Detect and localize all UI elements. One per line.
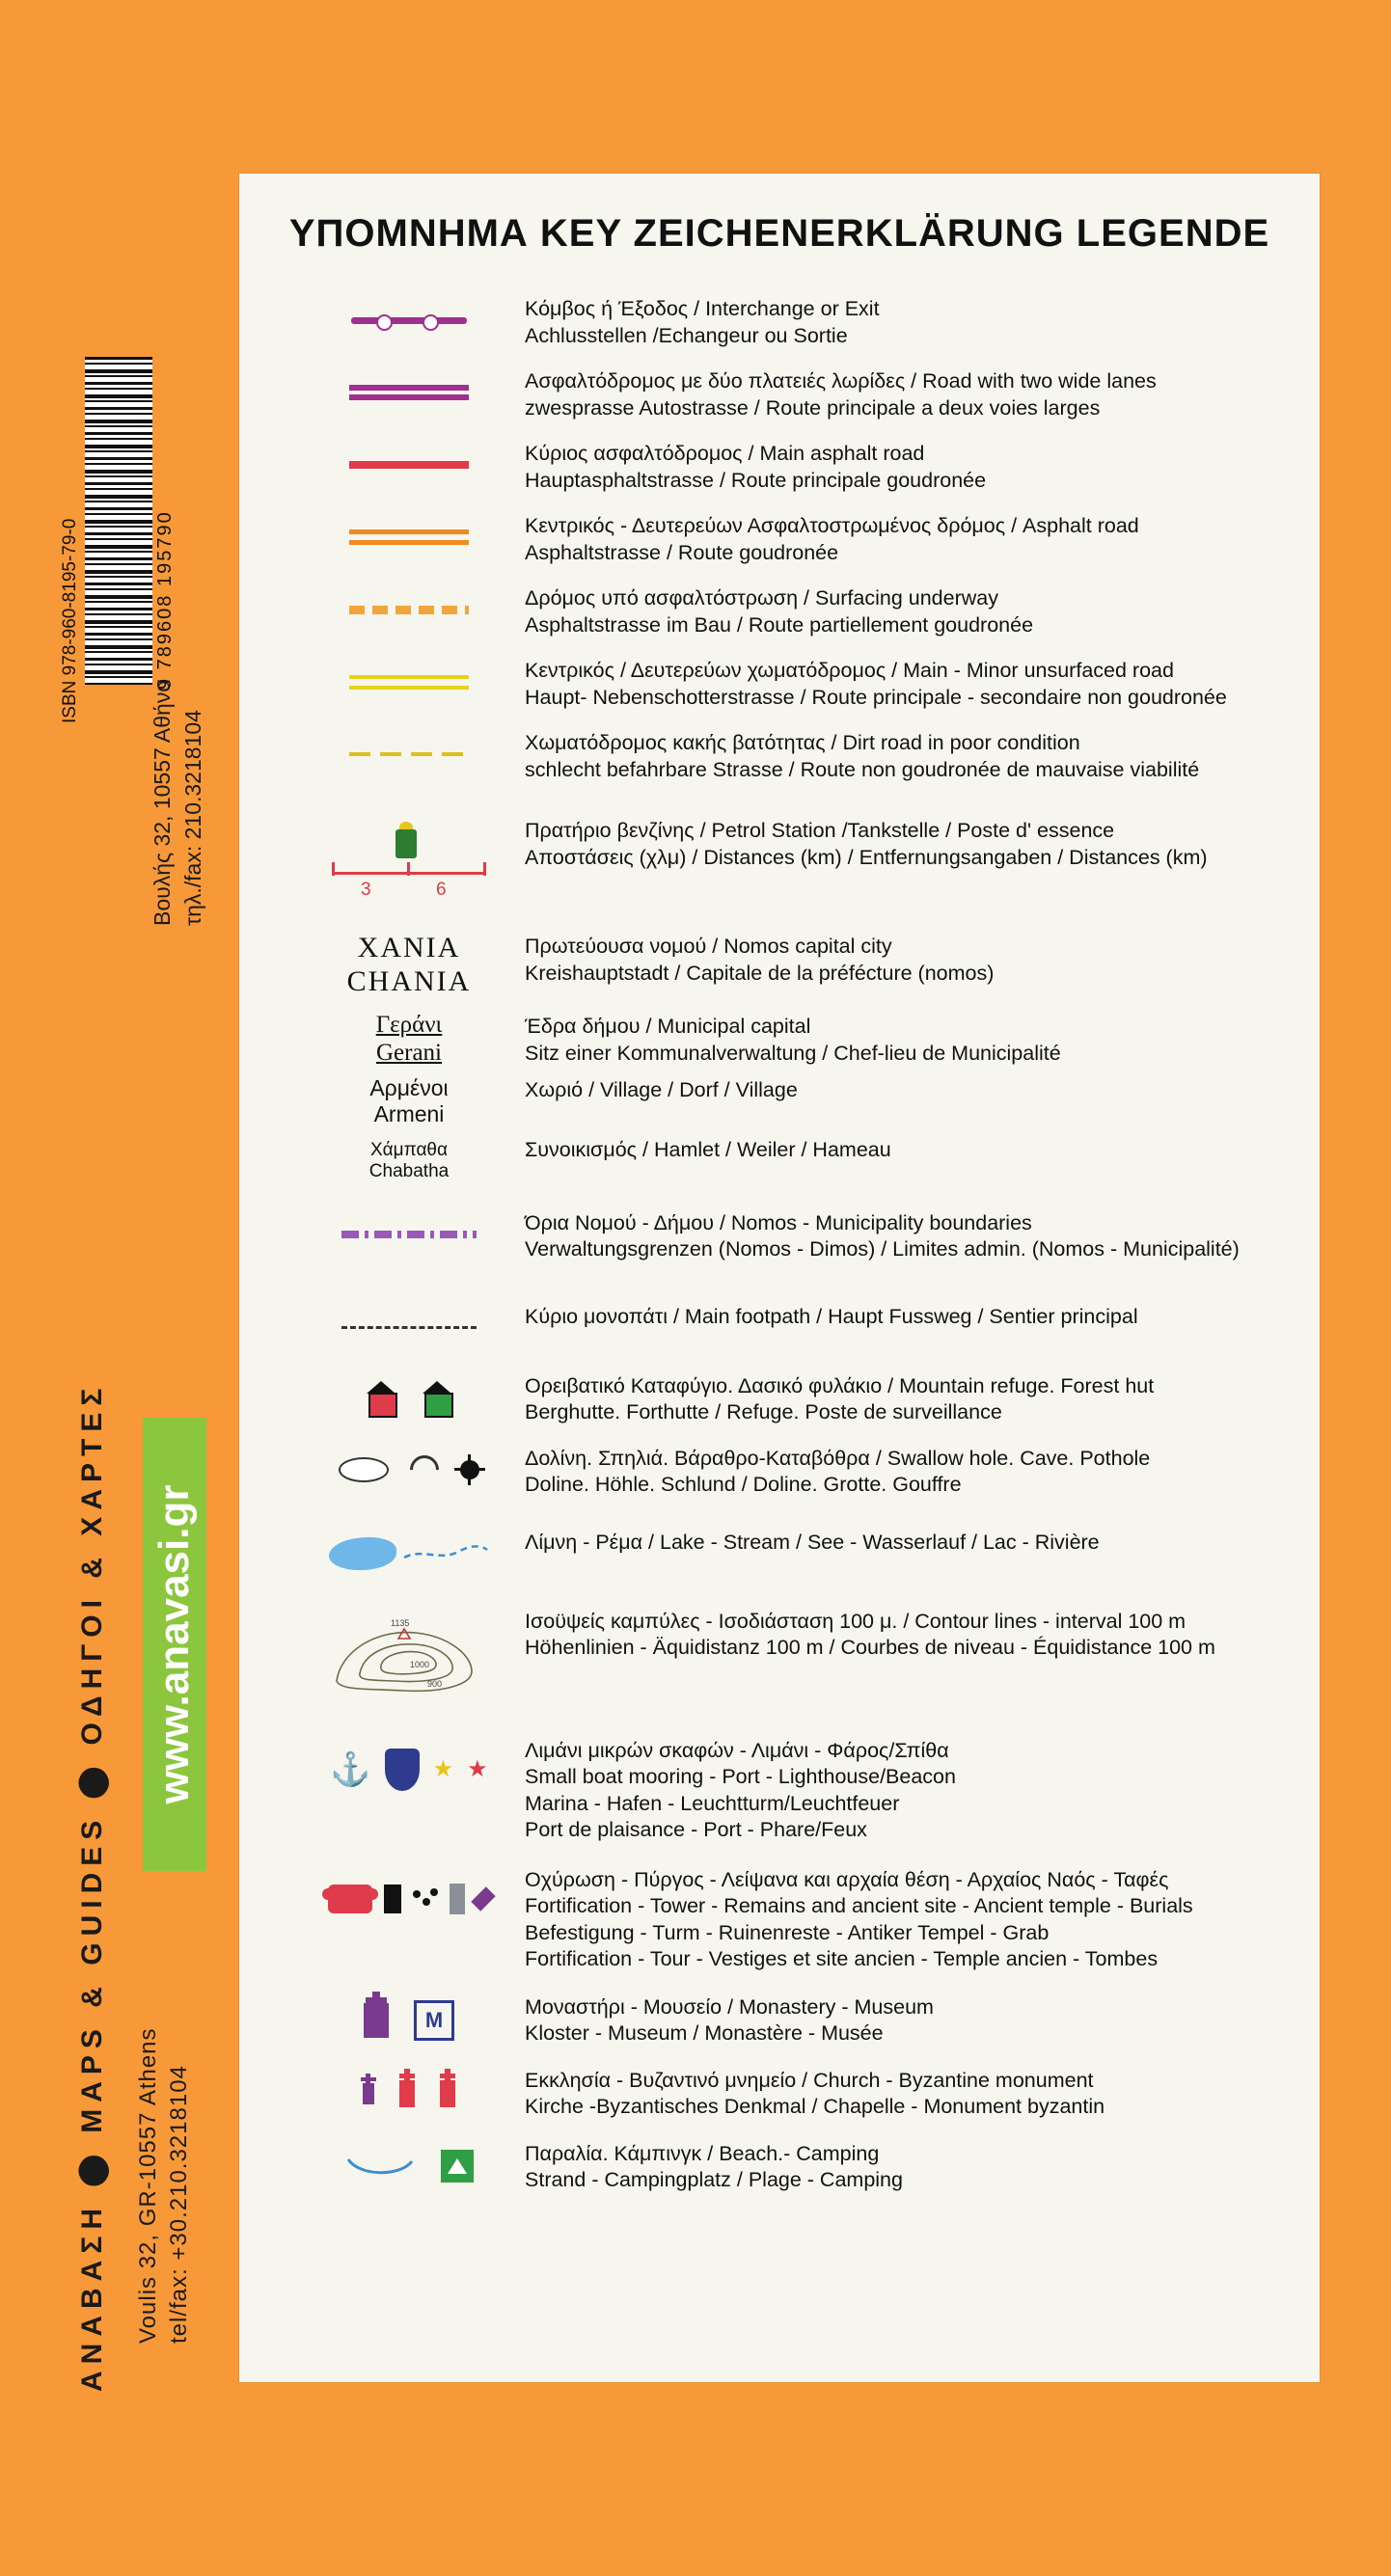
- municipal-capital-sample: [293, 1012, 525, 1068]
- legend-text: [525, 1993, 1296, 2047]
- boat-mooring-port-lighthouse-icon: [293, 1736, 525, 1803]
- legend-line: Δολίνη. Σπηλιά. Βάραθρο-Καταβόθρα / Swallow hole. Cave. Pothole: [525, 1446, 1151, 1470]
- legend-row: [239, 728, 1320, 783]
- legend-line: Εκκλησία - Βυζαντινό μνημείο / Church - Byzantine monument: [525, 2068, 1094, 2092]
- legend-row: [239, 932, 1320, 998]
- svg-text:1000: 1000: [410, 1659, 430, 1669]
- ancient-temple-icon: [450, 1884, 465, 1914]
- fortification-tower-ancient-site-icon: [293, 1865, 525, 1933]
- legend-line: Κύριος ασφαλτόδρομος / Main asphalt road: [525, 442, 925, 466]
- legend-line: schlecht befahrbare Strasse / Route non goudronée de mauvaise viabilité: [525, 757, 1200, 781]
- legend-text: [525, 2066, 1296, 2121]
- legend-line: Συνοικισμός / Hamlet / Weiler / Hameau: [525, 1137, 891, 1161]
- legend-row: [239, 1012, 1320, 1068]
- legend-text: [525, 1012, 1296, 1067]
- legend-row: [239, 1528, 1320, 1580]
- legend-line: Fortification - Tower - Remains and ancient site - Ancient temple - Burials: [525, 1894, 1193, 1918]
- legend-line: Χωριό / Village / Dorf / Village: [525, 1077, 798, 1101]
- legend-text: [525, 1208, 1296, 1263]
- camping-icon: [441, 2150, 474, 2183]
- pothole-icon: [460, 1460, 479, 1479]
- publisher-name: ΑΝΑΒΑΣΗ ⬤ MAPS & GUIDES ⬤ ΟΔΗΓΟΙ & ΧΑΡΤΕΣ: [76, 1381, 108, 2392]
- svg-text:1135: 1135: [391, 1617, 410, 1628]
- sample-name-latin: Chabatha: [368, 1160, 450, 1181]
- sample-name-greek: Γεράνι: [375, 1012, 443, 1039]
- legend-line: Μοναστήρι - Μουσείο / Monastery - Museum: [525, 1994, 934, 2019]
- legend-row: [239, 2066, 1320, 2122]
- address-greek-line2: τηλ./fax: 210.3218104: [180, 710, 205, 926]
- tower-icon: [384, 1885, 401, 1913]
- burials-icon: [471, 1886, 495, 1911]
- nomos-capital-sample: [293, 932, 525, 998]
- sample-name-latin: Armeni: [373, 1100, 445, 1126]
- legend-line: Κύριο μονοπάτι / Main footpath / Haupt Fussweg / Sentier principal: [525, 1304, 1138, 1328]
- legend-text: [525, 1135, 1296, 1164]
- legend-line: Κόμβος ή Έξοδος / Interchange or Exit: [525, 297, 880, 320]
- beach-camping-icon: [293, 2139, 525, 2193]
- legend-row: [239, 439, 1320, 494]
- legend-text: [525, 294, 1296, 349]
- chapel-icon: [363, 2083, 374, 2104]
- legend-line: Ισοϋψείς καμπύλες - Ισοδιάσταση 100 μ. / Contour lines - interval 100 m: [525, 1609, 1186, 1633]
- anchor-icon: ⚓: [330, 1750, 371, 1788]
- refuge-hut-icon: [367, 1381, 395, 1414]
- legend-line: Οχύρωση - Πύργος - Λείψανα και αρχαία θέση - Αρχαίος Ναός - Ταφές: [525, 1867, 1169, 1891]
- legend-line: Berghutte. Forthutte / Refuge. Poste de surveillance: [525, 1400, 1002, 1424]
- byzantine-monument-icon: [440, 2080, 455, 2107]
- mountain-refuge-forest-hut-icon: [293, 1371, 525, 1424]
- interchange-icon: [293, 294, 525, 346]
- lighthouse-star-icon: ★: [432, 1756, 454, 1783]
- legend-line: Befestigung - Turm - Ruinenreste - Antiker Tempel - Grab: [525, 1920, 1050, 1944]
- ancient-remains-icon: [413, 1888, 438, 1910]
- legend-line: Όρια Νομού - Δήμου / Nomos - Municipality boundaries: [525, 1210, 1032, 1234]
- legend-line: Asphaltstrasse / Route goudronée: [525, 540, 839, 564]
- legend-row: [239, 1302, 1320, 1354]
- legend-text: [525, 511, 1296, 566]
- lake-stream-icon: [293, 1528, 525, 1580]
- cave-icon: [404, 1450, 445, 1490]
- barcode-number: 9 789608 195790: [154, 510, 176, 690]
- legend-row: [239, 1371, 1320, 1426]
- stream-icon: [402, 1544, 489, 1563]
- sample-name-greek: Χάμπαθα: [370, 1139, 448, 1160]
- legend-row: [239, 1736, 1320, 1844]
- contour-lines-icon: [293, 1607, 525, 1703]
- legend-row: [239, 511, 1320, 566]
- legend-text: [525, 1444, 1296, 1499]
- admin-boundaries-icon: [293, 1208, 525, 1261]
- legend-line: Doline. Höhle. Schlund / Doline. Grotte. Gouffre: [525, 1473, 962, 1497]
- legend-line: Achlusstellen /Echangeur ou Sortie: [525, 323, 848, 347]
- legend-line: Λιμάνι μικρών σκαφών - Λιμάνι - Φάρος/Σπίθα: [525, 1738, 949, 1762]
- address-english-line2: tel/fax: +30.210.3218104: [166, 2065, 192, 2344]
- legend-text: [525, 728, 1296, 783]
- legend-line: Χωματόδρομος κακής βατότητας / Dirt road in poor condition: [525, 731, 1080, 755]
- legend-row: [239, 816, 1320, 903]
- legend-text: [525, 439, 1296, 494]
- legend-line: Haupt- Nebenschotterstrasse / Route principale - secondaire non goudronée: [525, 685, 1227, 709]
- petrol-station-distances-icon: [293, 816, 525, 903]
- barcode-bars: [85, 357, 152, 685]
- legend-line: Δρόμος υπό ασφαλτόστρωση / Surfacing underway: [525, 586, 998, 610]
- legend-line: Λίμνη - Ρέμα / Lake - Stream / See - Wasserlauf / Lac - Rivière: [525, 1530, 1100, 1554]
- distance-label: 6: [436, 880, 447, 901]
- monastery-museum-icon: [293, 1993, 525, 2048]
- church-icon: [399, 2080, 415, 2107]
- main-footpath-icon: [293, 1302, 525, 1354]
- legend-text: [525, 1075, 1296, 1104]
- legend-line: Έδρα δήμου / Municipal capital: [525, 1015, 811, 1039]
- legend-line: Verwaltungsgrenzen (Nomos - Dimos) / Limites admin. (Nomos - Municipalité): [525, 1237, 1240, 1261]
- surfacing-underway-icon: [293, 583, 525, 636]
- legend-text: [525, 1736, 1296, 1844]
- road-two-wide-lanes-icon: [293, 366, 525, 419]
- legend-row: [239, 1993, 1320, 2048]
- legend-row: [239, 1208, 1320, 1263]
- legend-text: [525, 932, 1296, 987]
- main-asphalt-road-icon: [293, 439, 525, 491]
- hamlet-sample: [293, 1135, 525, 1187]
- legend-line: Αποστάσεις (χλμ) / Distances (km) / Entfernungsangaben / Distances (km): [525, 845, 1208, 869]
- legend-title: ΥΠΟΜΝΗΜΑ KEY ZEICHENERKLÄRUNG LEGENDE: [288, 212, 1270, 255]
- legend-row: [239, 2139, 1320, 2194]
- address-english-line1: Voulis 32, GR-10557 Athens: [135, 2027, 161, 2344]
- legend-line: zwesprasse Autostrasse / Route principale a deux voies larges: [525, 395, 1101, 420]
- dirt-road-poor-icon: [293, 728, 525, 780]
- swallow-hole-cave-pothole-icon: [293, 1444, 525, 1496]
- legend-line: Πρατήριο βενζίνης / Petrol Station /Tankstelle / Poste d' essence: [525, 819, 1115, 843]
- legend-row: [239, 1444, 1320, 1499]
- port-shield-icon: [385, 1749, 420, 1791]
- beacon-star-icon: ★: [467, 1756, 488, 1783]
- legend-text: [525, 1607, 1296, 1662]
- legend-text: [525, 656, 1296, 711]
- distance-label: 3: [361, 880, 371, 901]
- legend-line: Κεντρικός / Δευτερεύων χωματόδρομος / Main - Minor unsurfaced road: [525, 659, 1174, 683]
- unsurfaced-road-icon: [293, 656, 525, 708]
- legend-line: Asphaltstrasse im Bau / Route partiellement goudronée: [525, 612, 1034, 637]
- legend-text: [525, 1865, 1296, 1973]
- legend-line: Strand - Campingplatz / Plage - Camping: [525, 2168, 903, 2192]
- legend-line: Kloster - Museum / Monastère - Musée: [525, 2021, 884, 2046]
- lake-icon: [329, 1537, 396, 1570]
- forest-hut-icon: [423, 1381, 451, 1414]
- legend-row: [239, 1607, 1320, 1703]
- legend-line: Hauptasphaltstrasse / Route principale goudronée: [525, 468, 987, 492]
- legend-text: [525, 1371, 1296, 1426]
- website-badge[interactable]: [143, 1418, 206, 1871]
- legend-row: [239, 1075, 1320, 1127]
- legend-row: [239, 366, 1320, 421]
- legend-line: Marina - Hafen - Leuchtturm/Leuchtfeuer: [525, 1791, 900, 1815]
- legend-text: [525, 1302, 1296, 1331]
- beach-icon: [344, 2154, 416, 2179]
- cover-spine: [0, 0, 222, 2576]
- legend-row: [239, 1865, 1320, 1973]
- monastery-icon: [364, 2003, 389, 2038]
- asphalt-road-icon: [293, 511, 525, 563]
- legend-line: Höhenlinien - Äquidistanz 100 m / Courbes de niveau - Équidistance 100 m: [525, 1636, 1215, 1660]
- sample-name-greek: XANIA: [357, 932, 461, 964]
- legend-text: [525, 583, 1296, 638]
- isbn-text: ISBN 978-960-8195-79-0: [60, 518, 80, 723]
- legend-text: [525, 1528, 1296, 1557]
- sample-name-greek: Αρμένοι: [369, 1075, 449, 1101]
- address-greek-line1: Βουλής 32, 10557 Αθήνα: [150, 679, 175, 926]
- legend-line: Fortification - Tour - Vestiges et site ancien - Temple ancien - Tombes: [525, 1947, 1159, 1971]
- sample-name-latin: Gerani: [375, 1039, 443, 1066]
- legend-line: Kirche -Byzantisches Denkmal / Chapelle - Monument byzantin: [525, 2095, 1105, 2119]
- fortification-icon: [328, 1885, 372, 1913]
- legend-row: [239, 656, 1320, 711]
- doline-icon: [339, 1457, 389, 1482]
- village-sample: [293, 1075, 525, 1127]
- museum-icon: M: [414, 2000, 454, 2041]
- legend-card: [239, 174, 1320, 2382]
- legend-text: [525, 816, 1296, 871]
- svg-text:900: 900: [427, 1678, 443, 1689]
- legend-line: Κεντρικός - Δευτερεύων Ασφαλτοστρωμένος δρόμος / Asphalt road: [525, 514, 1139, 538]
- legend-line: Πρωτεύουσα νομού / Nomos capital city: [525, 935, 892, 959]
- legend-text: [525, 366, 1296, 421]
- legend-line: Small boat mooring - Port - Lighthouse/Beacon: [525, 1765, 956, 1789]
- legend-line: Ασφαλτόδρομος με δύο πλατειές λωρίδες / Road with two wide lanes: [525, 369, 1157, 393]
- sample-name-latin: CHANIA: [346, 964, 472, 997]
- church-byzantine-monument-icon: [293, 2066, 525, 2122]
- legend-line: Παραλία. Κάμπινγκ / Beach.- Camping: [525, 2141, 880, 2165]
- legend-line: Sitz einer Kommunalverwaltung / Chef-lieu de Municipalité: [525, 1041, 1061, 1065]
- legend-line: Kreishauptstadt / Capitale de la préfécture (nomos): [525, 961, 995, 985]
- legend-row: [239, 583, 1320, 638]
- legend-row: [239, 294, 1320, 349]
- legend-line: Ορειβατικό Καταφύγιο. Δασικό φυλάκιο / Mountain refuge. Forest hut: [525, 1373, 1155, 1397]
- legend-row: [239, 1135, 1320, 1187]
- legend-text: [525, 2139, 1296, 2194]
- legend-rows: [239, 294, 1320, 2194]
- legend-line: Port de plaisance - Port - Phare/Feux: [525, 1818, 867, 1842]
- website-url: www.anavasi.gr: [150, 1484, 198, 1804]
